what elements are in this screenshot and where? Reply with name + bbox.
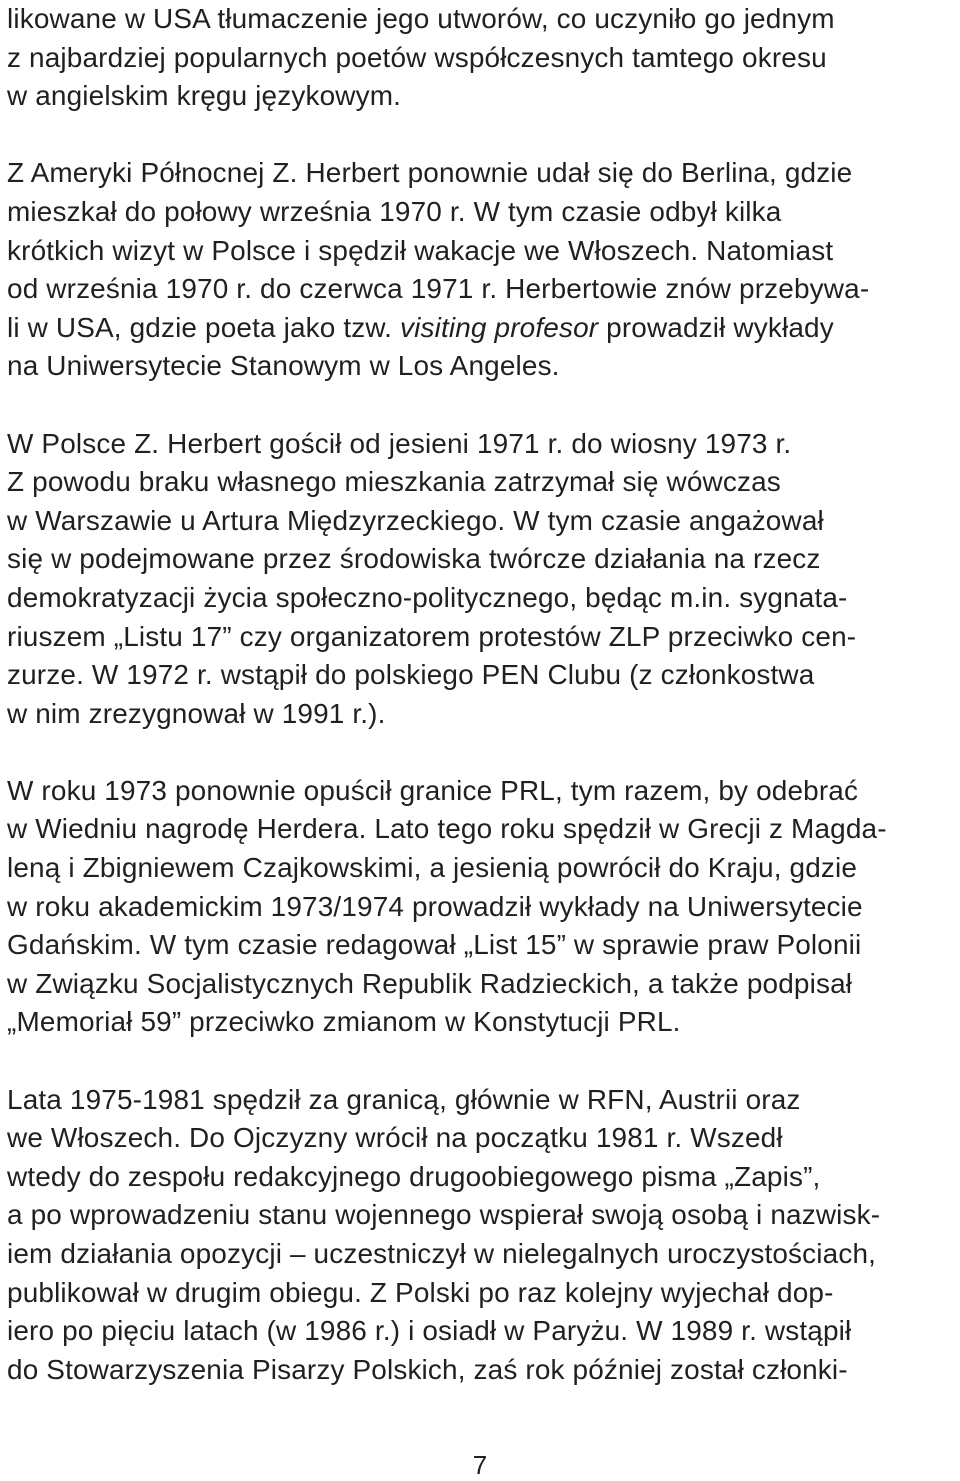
- text-line: w Związku Socjalistycznych Republik Radzieckich, a także podpisał: [7, 967, 853, 999]
- paragraph-gap: [7, 733, 955, 772]
- text-run: li w USA, gdzie poeta jako tzw.: [7, 311, 393, 343]
- paragraph-2: [7, 154, 955, 386]
- document-page: [7, 0, 955, 1389]
- italic-term: visiting profesor: [400, 311, 599, 343]
- text-line: zurze. W 1972 r. wstąpił do polskiego PEN Clubu (z członkostwa: [7, 659, 815, 691]
- text-line: riuszem „Listu 17” czy organizatorem protestów ZLP przeciwko cen-: [7, 620, 857, 652]
- text-line: leną i Zbigniewem Czajkowskimi, a jesienią powrócił do Kraju, gdzie: [7, 852, 858, 884]
- text-line: w roku akademickim 1973/1974 prowadził wykłady na Uniwersytecie: [7, 890, 863, 922]
- text-line: a po wprowadzeniu stanu wojennego wspierał swoją osobą i nazwisk-: [7, 1199, 881, 1231]
- paragraph-3: [7, 425, 955, 734]
- text-line: Z powodu braku własnego mieszkania zatrzymał się wówczas: [7, 466, 781, 498]
- text-line: do Stowarzyszenia Pisarzy Polskich, zaś rok później został członki-: [7, 1353, 848, 1385]
- text-line: Gdańskim. W tym czasie redagował „List 15” w sprawie praw Polonii: [7, 929, 862, 961]
- text-line: Lata 1975-1981 spędził za granicą, głównie w RFN, Austrii oraz: [7, 1083, 801, 1115]
- text-run: prowadził wykłady: [606, 311, 834, 343]
- text-line: w Wiedniu nagrodę Herdera. Lato tego roku spędził w Grecji z Magda-: [7, 813, 887, 845]
- paragraph-gap: [7, 116, 955, 155]
- page-number: 7: [472, 1450, 488, 1480]
- text-line: likowane w USA tłumaczenie jego utworów, co uczyniło go jednym: [7, 3, 835, 34]
- text-line: publikował w drugim obiegu. Z Polski po raz kolejny wyjechał dop-: [7, 1276, 834, 1308]
- text-line-mixed: [7, 309, 955, 348]
- text-line: wtedy do zespołu redakcyjnego drugoobiegowego pisma „Zapis”,: [7, 1160, 821, 1192]
- text-line: W roku 1973 ponownie opuścił granice PRL, tym razem, by odebrać: [7, 774, 859, 806]
- text-line: na Uniwersytecie Stanowym w Los Angeles.: [7, 350, 560, 382]
- text-line: w nim zrezygnował w 1991 r.).: [7, 697, 386, 729]
- text-line: we Włoszech. Do Ojczyzny wrócił na początku 1981 r. Wszedł: [7, 1122, 783, 1154]
- paragraph-gap: [7, 386, 955, 425]
- text-line: „Memoriał 59” przeciwko zmianom w Konstytucji PRL.: [7, 1006, 681, 1038]
- text-line: z najbardziej popularnych poetów współczesnych tamtego okresu: [7, 41, 827, 73]
- paragraph-1: [7, 0, 955, 116]
- paragraph-4: [7, 772, 955, 1042]
- text-line: w angielskim kręgu językowym.: [7, 80, 402, 112]
- text-line: od września 1970 r. do czerwca 1971 r. Herbertowie znów przebywa-: [7, 273, 870, 305]
- paragraph-gap: [7, 1042, 955, 1081]
- text-line: iem działania opozycji – uczestniczył w nielegalnych uroczystościach,: [7, 1238, 877, 1269]
- text-line: krótkich wizyt w Polsce i spędził wakacje we Włoszech. Natomiast: [7, 234, 834, 266]
- paragraph-5: [7, 1081, 955, 1390]
- text-line: iero po pięciu latach (w 1986 r.) i osiadł w Paryżu. W 1989 r. wstąpił: [7, 1315, 852, 1347]
- text-line: W Polsce Z. Herbert gościł od jesieni 1971 r. do wiosny 1973 r.: [7, 427, 792, 459]
- text-line: mieszkał do połowy września 1970 r. W tym czasie odbył kilka: [7, 195, 782, 227]
- text-line: Z Ameryki Północnej Z. Herbert ponownie udał się do Berlina, gdzie: [7, 157, 853, 189]
- text-line: demokratyzacji życia społeczno-politycznego, będąc m.in. sygnata-: [7, 581, 848, 613]
- text-line: w Warszawie u Artura Międzyrzeckiego. W tym czasie angażował: [7, 504, 824, 536]
- text-line: się w podejmowane przez środowiska twórcze działania na rzecz: [7, 543, 821, 575]
